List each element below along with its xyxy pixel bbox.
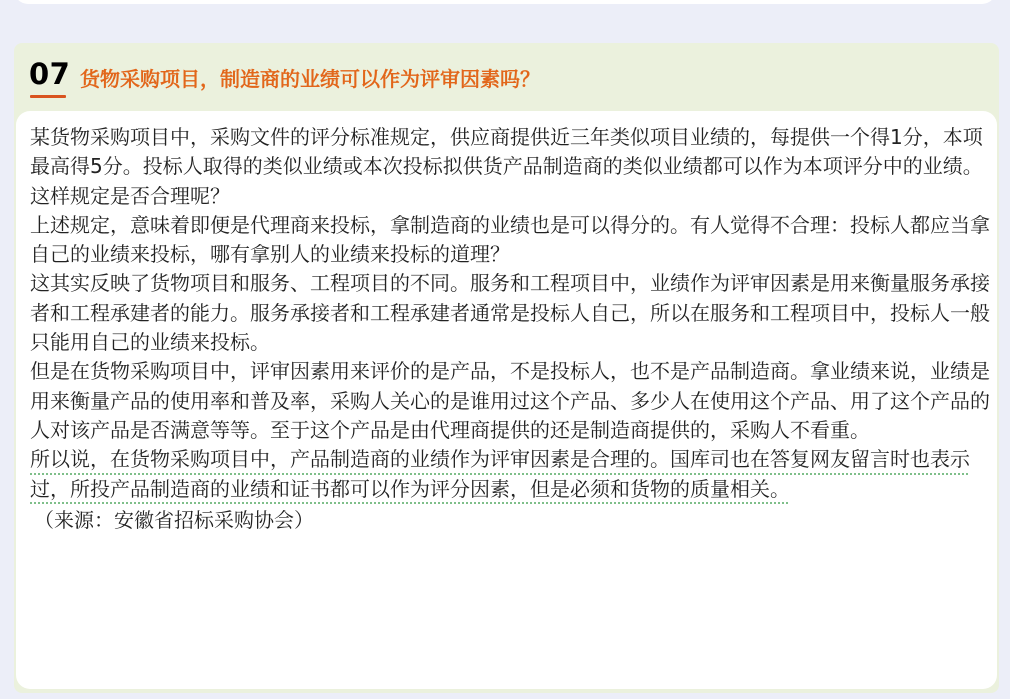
conclusion-text: 所以说，在货物采购项目中，产品制造商的业绩作为评审因素是合理的。国库司也在答复网友留言时也表示过，所投产品制造商的业绩和证书都可以作为评分因素，但是必须和货物的质量相关。 [30, 447, 970, 501]
number-underline [30, 95, 66, 98]
section-header [14, 43, 999, 111]
paragraph-4: 但是在货物采购项目中，评审因素用来评价的是产品，不是投标人，也不是产品制造商。拿业绩来说，业绩是用来衡量产品的使用率和普及率，采购人关心的是谁用过这个产品、多少人在使用这个产品、用了这个产品的人对该产品是否满意等等。至于这个产品是由代理商提供的还是制造商提供的，采购人不看重。 [30, 359, 990, 442]
source-line: （来源：安徽省招标采购协会） [34, 507, 314, 532]
article-body [30, 123, 990, 535]
section-number: 07 [29, 57, 71, 91]
section-title: 货物采购项目，制造商的业绩可以作为评审因素吗？ [80, 67, 540, 91]
paragraph-1: 某货物采购项目中，采购文件的评分标准规定，供应商提供近三年类似项目业绩的，每提供一个得1分，本项最高得5分。投标人取得的类似业绩或本次投标拟供货产品制造商的类似业绩都可以作为本项评分中的业绩。这样规定是否合理呢？ [30, 125, 983, 208]
previous-card-edge [14, 0, 996, 4]
content-card [16, 111, 997, 689]
paragraph-2: 上述规定，意味着即便是代理商来投标，拿制造商的业绩也是可以得分的。有人觉得不合理：投标人都应当拿自己的业绩来投标，哪有拿别人的业绩来投标的道理？ [30, 212, 990, 267]
qa-section [14, 43, 999, 693]
conclusion-paragraph [30, 445, 990, 504]
paragraph-3: 这其实反映了货物项目和服务、工程项目的不同。服务和工程项目中，业绩作为评审因素是用来衡量服务承接者和工程承建者的能力。服务承接者和工程承建者通常是投标人自己，所以在服务和工程项目中，投标人一般只能用自己的业绩来投标。 [30, 271, 990, 355]
